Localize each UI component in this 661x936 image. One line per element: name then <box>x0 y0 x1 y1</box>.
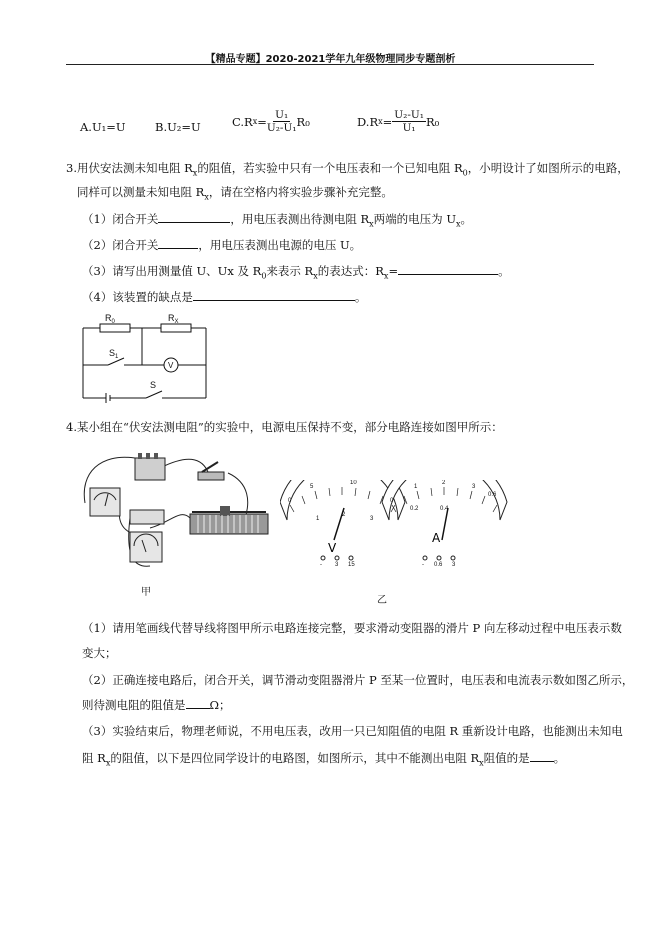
q3-step4: （4）该装置的缺点是 。 <box>82 290 367 304</box>
option-c-tail: R₀ <box>296 114 310 129</box>
q3-step2-blank[interactable] <box>158 237 198 249</box>
q4-part3-line1: （3）实验结束后，物理老师说，不用电压表，改用一只已知阻值的电阻 R 重新设计电路，也能测出未知电 <box>82 724 623 738</box>
rx-label: $R_X$ <box>168 313 179 325</box>
q3-step4-blank[interactable] <box>193 289 355 301</box>
svg-text:0: 0 <box>390 498 394 504</box>
figure-jia-label: 甲 <box>141 587 151 598</box>
svg-text:0.4: 0.4 <box>440 506 449 512</box>
ammeter-device <box>90 488 120 516</box>
s-label: S <box>150 380 157 390</box>
q4-part2-line1: （2）正确连接电路后，闭合开关，调节滑动变阻器滑片 P 至某一位置时，电压表和电流表示数如图乙所示， <box>82 673 634 687</box>
figure-yi-label: 乙 <box>377 595 387 606</box>
svg-text:-: - <box>422 562 424 568</box>
svg-text:3: 3 <box>370 516 374 522</box>
figure-yi-meters <box>280 480 510 575</box>
svg-text:3: 3 <box>452 562 456 568</box>
svg-text:2: 2 <box>342 512 346 518</box>
q3-step3: （3）请写出用测量值 U、Ux 及 $R_0$来表示 $R_x$的表达式：$R_x=$ 。 <box>82 264 510 281</box>
option-d-tail: R₀ <box>425 114 440 129</box>
s1-label: $S_1$ <box>109 348 119 360</box>
option-d-numerator: U₂-U₁ <box>394 109 424 121</box>
voltmeter-unit: V <box>328 541 337 555</box>
svg-text:0.2: 0.2 <box>410 506 419 512</box>
page-header: 【精品专题】2020-2021学年九年级物理同步专题剖析 <box>205 54 456 65</box>
resistor-device <box>130 510 164 524</box>
s-switch <box>146 391 162 398</box>
q3-step1: （1）闭合开关 ，用电压表测出待测电阻 $R_x$两端的电压为 $U_x$。 <box>82 212 473 229</box>
option-d: D.R x = $\frac{\text{U₂-U₁}}{\text{U₁}}$ R₀ <box>357 109 440 134</box>
option-c-numerator: U₁ <box>275 109 289 121</box>
svg-text:0.6: 0.6 <box>434 562 443 568</box>
svg-text:1: 1 <box>316 516 320 522</box>
q3-step1-blank[interactable] <box>158 211 230 223</box>
option-d-prefix: D.R <box>357 114 379 129</box>
q4-intro: 4.某小组在“伏安法测电阻”的实验中，电源电压保持不变，部分电路连接如图甲所示： <box>66 420 503 434</box>
r0-resistor <box>100 324 130 332</box>
svg-text:3: 3 <box>335 562 339 568</box>
r0-label: $R_0$ <box>105 313 115 325</box>
q4-part1-line2: 变大； <box>82 646 117 660</box>
q4-part2-blank[interactable] <box>186 697 210 709</box>
svg-text:15: 15 <box>348 562 355 568</box>
option-c-sub: x <box>252 117 258 126</box>
option-c-prefix: C.R <box>232 114 253 129</box>
q3-step3-blank[interactable] <box>398 263 498 275</box>
svg-text:-: - <box>320 562 322 568</box>
q4-part2-line2: 则待测电阻的阻值是 Ω； <box>82 698 231 712</box>
svg-text:2: 2 <box>442 480 446 486</box>
option-c-fraction <box>267 109 297 134</box>
rx-resistor <box>161 324 191 332</box>
q4-part1-line1: （1）请用笔画线代替导线将图甲所示电路连接完整，要求滑动变阻器的滑片 P 向左移动过程中电压表示数 <box>82 621 622 635</box>
q3-circuit-diagram <box>78 310 213 408</box>
option-d-sub: x <box>378 117 383 126</box>
svg-text:5: 5 <box>310 484 314 490</box>
q3-line2: 同样可以测量未知电阻 $R_x$，请在空格内将实验步骤补充完整。 <box>77 185 393 202</box>
svg-text:10: 10 <box>350 480 357 486</box>
header-rule <box>66 64 594 65</box>
svg-text:1: 1 <box>414 484 418 490</box>
svg-text:3: 3 <box>472 484 476 490</box>
option-c-denominator: U₂-U₁ <box>266 122 297 134</box>
switch <box>198 462 224 480</box>
option-b: B.U₂=U <box>155 120 201 134</box>
v-label: V <box>168 361 174 370</box>
voltmeter-device <box>130 532 162 562</box>
q3-line1: 3.用伏安法测未知电阻 $R_x$的阻值，若实验中只有一个电压表和一个已知电阻 $R_0$，小明设计了如图所示的电路， <box>66 161 629 178</box>
option-a: A.U₁=U <box>80 120 126 134</box>
figure-jia-apparatus <box>80 448 280 588</box>
q3-step2: （2）闭合开关 ，用电压表测出电源的电压 U。 <box>82 238 362 252</box>
option-d-denominator: U₁ <box>402 122 416 134</box>
ammeter-unit: A <box>432 531 441 545</box>
svg-text:0.6: 0.6 <box>488 492 497 498</box>
battery-pack <box>135 453 165 480</box>
rheostat-device <box>190 506 268 534</box>
svg-text:0: 0 <box>288 498 292 504</box>
q4-part3-blank[interactable] <box>530 750 554 762</box>
option-c: C.R x = $\frac{\text{U₁}}{\text{U₂-U₁}}$ R₀ <box>232 109 310 134</box>
option-d-fraction <box>392 109 426 134</box>
q4-part3-line2: 阻 $R_x$的阻值，以下是四位同学设计的电路图，如图所示，其中不能测出电阻 $R_x$阻值的是 。 <box>82 751 566 768</box>
